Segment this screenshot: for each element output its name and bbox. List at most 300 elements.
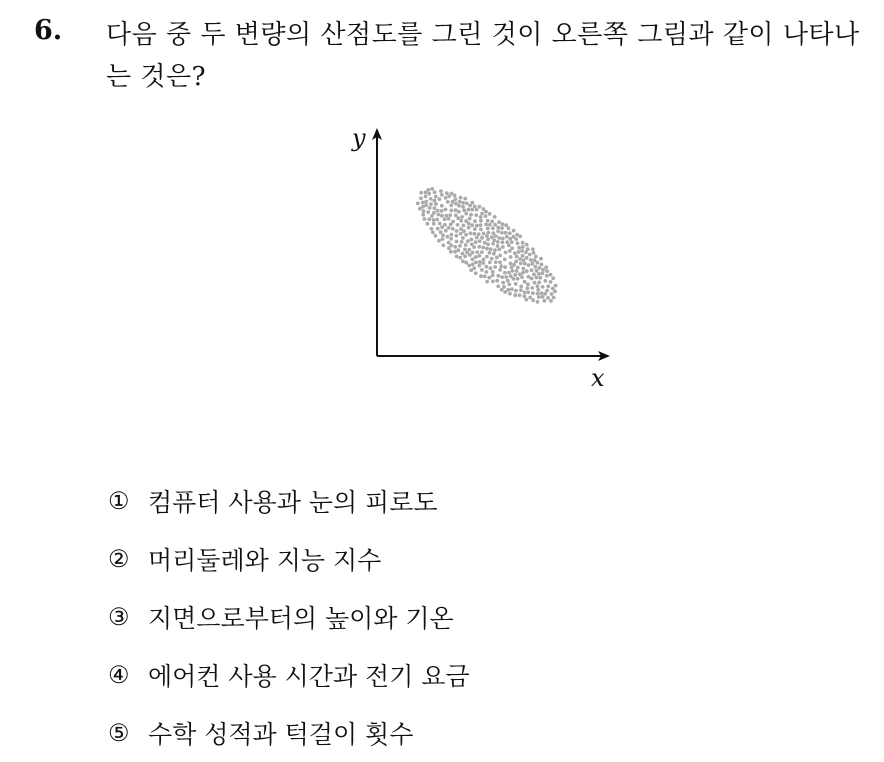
scatter-point xyxy=(424,200,428,204)
scatter-point xyxy=(513,273,517,277)
choice-1[interactable] xyxy=(108,472,470,530)
scatter-point xyxy=(453,250,457,254)
scatter-point xyxy=(465,251,469,255)
scatter-point xyxy=(496,240,500,244)
scatter-point xyxy=(477,245,481,249)
scatter-point xyxy=(493,265,497,269)
scatter-point xyxy=(438,197,442,201)
scatter-point xyxy=(478,205,482,209)
choice-5-mark: ⑤ xyxy=(108,719,130,747)
scatter-point xyxy=(513,251,517,255)
scatter-point xyxy=(450,192,454,196)
scatter-point xyxy=(464,233,468,237)
scatter-point xyxy=(474,213,478,217)
choice-4-mark: ④ xyxy=(108,661,130,689)
choice-5-text: 수학 성적과 턱걸이 횟수 xyxy=(148,720,414,749)
scatter-point xyxy=(485,247,489,251)
scatter-point xyxy=(465,201,469,205)
scatter-point xyxy=(502,285,506,289)
scatter-point xyxy=(430,227,434,231)
scatter-point xyxy=(455,229,459,233)
scatter-point xyxy=(440,204,444,208)
scatter-point xyxy=(522,258,526,262)
scatter-point xyxy=(468,217,472,221)
scatter-point xyxy=(431,231,435,235)
scatter-point xyxy=(520,249,524,253)
scatter-point xyxy=(503,290,507,294)
scatter-point xyxy=(480,268,484,272)
scatter-point xyxy=(430,187,434,191)
scatter-point xyxy=(549,299,553,303)
scatter-point xyxy=(524,298,528,302)
scatter-point xyxy=(491,270,495,274)
scatter-point xyxy=(454,208,458,212)
scatter-point xyxy=(527,275,531,279)
scatter-point xyxy=(511,269,515,273)
scatter-point xyxy=(535,276,539,280)
scatter-point xyxy=(491,226,495,230)
scatter-point xyxy=(480,212,484,216)
scatter-point xyxy=(496,284,500,288)
scatter-point xyxy=(444,196,448,200)
scatter-point xyxy=(480,236,484,240)
scatter-point xyxy=(473,219,477,223)
scatter-point xyxy=(484,223,488,227)
scatter-point xyxy=(536,292,540,296)
scatter-point xyxy=(503,271,507,275)
scatter-point xyxy=(461,252,465,256)
scatter-point xyxy=(446,235,450,239)
scatter-point xyxy=(526,290,530,294)
scatter-point xyxy=(433,190,437,194)
scatter-point xyxy=(441,233,445,237)
choice-3-text: 지면으로부터의 높이와 기온 xyxy=(148,604,454,633)
scatter-point xyxy=(515,255,519,259)
scatter-point xyxy=(451,227,455,231)
scatter-point xyxy=(551,276,555,280)
scatter-point xyxy=(458,256,462,260)
choice-1-text: 컴퓨터 사용과 눈의 피로도 xyxy=(148,488,438,517)
scatter-point xyxy=(524,250,528,254)
scatter-point xyxy=(516,277,520,281)
scatter-point xyxy=(509,255,513,259)
scatter-point xyxy=(507,226,511,230)
scatter-point xyxy=(436,209,440,213)
scatter-point xyxy=(543,299,547,303)
scatter-point xyxy=(483,241,487,245)
scatter-point xyxy=(530,277,534,281)
choice-3[interactable] xyxy=(108,588,470,646)
scatter-point xyxy=(541,268,545,272)
scatter-point xyxy=(421,201,425,205)
scatter-point xyxy=(479,228,483,232)
answer-choices xyxy=(108,472,470,762)
scatter-point xyxy=(475,208,479,212)
scatter-point xyxy=(456,248,460,252)
scatter-point xyxy=(486,227,490,231)
scatter-point xyxy=(546,296,550,300)
scatter-point xyxy=(505,240,509,244)
scatter-point xyxy=(486,243,490,247)
scatter-point xyxy=(470,208,474,212)
scatter-point xyxy=(467,222,471,226)
scatter-point xyxy=(440,225,444,229)
choice-2-text: 머리둘레와 지능 지수 xyxy=(148,546,382,575)
scatter-point xyxy=(423,217,427,221)
scatter-point xyxy=(470,223,474,227)
scatter-point xyxy=(481,246,485,250)
scatter-point xyxy=(484,265,488,269)
scatter-point xyxy=(471,251,475,255)
scatter-point xyxy=(493,248,497,252)
scatter-point xyxy=(498,254,502,258)
scatter-point xyxy=(525,256,529,260)
scatter-point xyxy=(456,223,460,227)
scatter-point xyxy=(487,276,491,280)
scatter-point xyxy=(479,215,483,219)
choice-4[interactable] xyxy=(108,646,470,704)
scatter-point xyxy=(530,286,534,290)
scatter-point xyxy=(467,264,471,268)
scatter-point xyxy=(471,257,475,261)
scatter-point xyxy=(518,257,522,261)
scatter-point xyxy=(439,189,443,193)
scatter-point xyxy=(432,222,436,226)
scatter-point xyxy=(429,202,433,206)
scatter-point xyxy=(540,263,544,267)
scatter-point xyxy=(499,264,503,268)
scatter-point xyxy=(544,265,548,269)
scatter-point xyxy=(515,269,519,273)
scatter-point xyxy=(467,226,471,230)
scatter-point xyxy=(440,193,444,197)
scatter-point xyxy=(473,205,477,209)
scatter-point xyxy=(554,284,558,288)
scatter-point xyxy=(434,202,438,206)
scatter-point xyxy=(436,227,440,231)
scatter-point xyxy=(463,248,467,252)
scatter-point xyxy=(534,255,538,259)
scatter-point xyxy=(463,255,467,259)
choice-4-text: 에어컨 사용 시간과 전기 요금 xyxy=(148,662,470,691)
scatter-point xyxy=(498,268,502,272)
scatter-point xyxy=(471,263,475,267)
scatter-point xyxy=(540,291,544,295)
scatter-point xyxy=(469,213,473,217)
scatter-point xyxy=(477,254,481,258)
scatter-point xyxy=(546,284,550,288)
scatter-point xyxy=(553,290,557,294)
scatter-point xyxy=(495,256,499,260)
scatter-point xyxy=(520,275,524,279)
scatter-point xyxy=(495,279,499,283)
scatter-point xyxy=(533,265,537,269)
scatter-point xyxy=(429,197,433,201)
scatter-point xyxy=(440,214,444,218)
scatter-point xyxy=(434,234,438,238)
scatter-point xyxy=(458,244,462,248)
scatter-point xyxy=(485,280,489,284)
scatter-point xyxy=(459,196,463,200)
scatter-point xyxy=(439,230,443,234)
scatter-point xyxy=(537,281,541,285)
scatter-point xyxy=(479,223,483,227)
scatter-point xyxy=(459,227,463,231)
scatter-point xyxy=(449,223,453,227)
scatter-point xyxy=(480,250,484,254)
scatter-point xyxy=(478,239,482,243)
scatter-point xyxy=(518,293,522,297)
scatter-point xyxy=(467,208,471,212)
scatter-point xyxy=(484,214,488,218)
scatter-point xyxy=(432,211,436,215)
scatter-point xyxy=(462,224,466,228)
question-text: 다음 중 두 변량의 산점도를 그린 것이 오른쪽 그림과 같이 나타나는 것은? xyxy=(106,20,860,92)
scatter-point xyxy=(523,280,527,284)
scatter-point xyxy=(550,292,554,296)
scatter-point xyxy=(541,271,545,275)
scatter-point xyxy=(521,245,525,249)
scatter-point xyxy=(457,204,461,208)
scatter-point xyxy=(530,268,534,272)
scatter-point xyxy=(536,300,540,304)
scatter-point xyxy=(536,284,540,288)
scatter-point xyxy=(440,209,444,213)
scatter-point xyxy=(508,249,512,253)
question-number: 6. xyxy=(34,15,63,46)
scatter-point xyxy=(474,255,478,259)
scatter-point xyxy=(450,209,454,213)
scatter-point xyxy=(482,258,486,262)
choice-3-mark: ③ xyxy=(108,603,130,631)
scatter-point xyxy=(427,192,431,196)
scatter-point xyxy=(482,232,486,236)
scatter-point xyxy=(500,231,504,235)
scatter-point xyxy=(528,253,532,257)
scatter-point xyxy=(532,251,536,255)
scatter-point xyxy=(483,275,487,279)
scatter-point xyxy=(447,246,451,250)
scatter-point xyxy=(525,243,529,247)
scatter-point xyxy=(496,226,500,230)
scatter-point xyxy=(454,197,458,201)
scatter-point xyxy=(497,236,501,240)
scatter-point xyxy=(501,281,505,285)
scatter-point xyxy=(507,271,511,275)
scatter-point xyxy=(508,237,512,241)
scatter-point xyxy=(486,219,490,223)
scatter-point xyxy=(433,199,437,203)
scatter-point xyxy=(504,223,508,227)
scatter-point xyxy=(533,258,537,262)
scatter-point xyxy=(473,227,477,231)
scatter-point xyxy=(522,267,526,271)
scatter-point xyxy=(501,241,505,245)
scatter-point xyxy=(437,213,441,217)
choice-2-mark: ② xyxy=(108,545,130,573)
scatter-point xyxy=(517,250,521,254)
scatter-point xyxy=(427,217,431,221)
scatter-point xyxy=(421,213,425,217)
scatter-point xyxy=(538,276,542,280)
scatter-point xyxy=(426,188,430,192)
scatter-point xyxy=(531,247,535,251)
scatter-point xyxy=(512,229,516,233)
scatter-point xyxy=(474,271,478,275)
scatter-point xyxy=(512,263,516,267)
scatter-point xyxy=(526,282,530,286)
scatter-point xyxy=(493,223,497,227)
scatter-point xyxy=(523,291,527,295)
scatter-point xyxy=(461,205,465,209)
scatter-point xyxy=(531,262,535,266)
scatter-point xyxy=(488,261,492,265)
scatter-point xyxy=(484,210,488,214)
scatter-point xyxy=(509,274,513,278)
scatter-point xyxy=(474,261,478,265)
scatter-point xyxy=(462,208,466,212)
scatter-point xyxy=(533,281,537,285)
scatter-point xyxy=(453,245,457,249)
scatter-point xyxy=(450,233,454,237)
scatter-point xyxy=(479,274,483,278)
scatter-point xyxy=(441,237,445,241)
scatter-point xyxy=(464,243,468,247)
scatter-point xyxy=(514,237,518,241)
scatter-point xyxy=(455,234,459,238)
scatter-point xyxy=(416,202,420,206)
x-axis-label: x xyxy=(591,364,605,392)
scatter-point xyxy=(434,195,438,199)
scatter-point xyxy=(445,191,449,195)
scatter-point xyxy=(449,204,453,208)
scatter-point xyxy=(490,257,494,261)
scatter-point xyxy=(461,201,465,205)
scatter-point xyxy=(485,234,489,238)
scatter-point xyxy=(527,263,531,267)
scatter-point xyxy=(475,250,479,254)
scatter-point xyxy=(535,269,539,273)
scatter-point xyxy=(514,260,518,264)
scatter-point xyxy=(529,258,533,262)
scatter-point xyxy=(521,241,525,245)
scatter-point xyxy=(479,219,483,223)
scatter-point xyxy=(514,282,518,286)
scatter-point xyxy=(503,258,507,262)
scatter-point xyxy=(489,247,493,251)
scatter-point xyxy=(460,240,464,244)
choice-1-mark: ① xyxy=(108,487,130,515)
scatter-point xyxy=(549,280,553,284)
scatter-point xyxy=(525,269,529,273)
scatter-point xyxy=(422,209,426,213)
scatter-point xyxy=(501,222,505,226)
scatter-point xyxy=(517,246,521,250)
scatter-point xyxy=(545,289,549,293)
scatter-point xyxy=(505,235,509,239)
scatter-point xyxy=(426,222,430,226)
scatter-point xyxy=(552,296,556,300)
scatter-point xyxy=(509,262,513,266)
scatter-point xyxy=(432,218,436,222)
scatter-point xyxy=(454,202,458,206)
scatter-point xyxy=(523,294,527,298)
scatter-point xyxy=(500,275,504,279)
scatter-point xyxy=(424,203,428,207)
scatter-point xyxy=(528,296,532,300)
scatter-point xyxy=(498,260,502,264)
scatter-point xyxy=(504,275,508,279)
scatter-point xyxy=(504,251,508,255)
scatter-point xyxy=(447,217,451,221)
scatter-point xyxy=(494,260,498,264)
scatter-point xyxy=(516,266,520,270)
scatter-point xyxy=(464,212,468,216)
scatter-point xyxy=(507,244,511,248)
scatter-point xyxy=(449,250,453,254)
scatter-point xyxy=(463,197,467,201)
scatter-point xyxy=(491,280,495,284)
scatter-point xyxy=(464,261,468,265)
scatter-point xyxy=(490,235,494,239)
scatter-point xyxy=(492,238,496,242)
scatter-point xyxy=(490,220,494,224)
scatter-point xyxy=(538,266,542,270)
scatter-point xyxy=(504,231,508,235)
scatter-point xyxy=(419,196,423,200)
scatter-point xyxy=(519,285,523,289)
scatter-point xyxy=(481,261,485,265)
scatter-point xyxy=(441,243,445,247)
scatter-point xyxy=(508,292,512,296)
scatter-point xyxy=(435,218,439,222)
scatter-point xyxy=(496,274,500,278)
scatter-point xyxy=(496,244,500,248)
scatter-point xyxy=(446,200,450,204)
scatter-point xyxy=(497,248,501,252)
scatter-point xyxy=(457,210,461,214)
scatter-point xyxy=(438,222,442,226)
scatter-point xyxy=(497,220,501,224)
scatter-point xyxy=(447,226,451,230)
scatter-point xyxy=(541,295,545,299)
scatter-point xyxy=(532,273,536,277)
scatter-point xyxy=(519,288,523,292)
scatter-point xyxy=(443,217,447,221)
scatter-point xyxy=(460,215,464,219)
scatter-point xyxy=(472,245,476,249)
scatter-point xyxy=(491,242,495,246)
scatter-point xyxy=(478,264,482,268)
scatter-point xyxy=(521,271,525,275)
scatter-point xyxy=(459,219,463,223)
scatter-point xyxy=(496,229,500,233)
scatter-point xyxy=(536,261,540,265)
scatter-point xyxy=(448,213,452,217)
scatter-point xyxy=(510,240,514,244)
scatter-point xyxy=(487,231,491,235)
scatter-point xyxy=(508,282,512,286)
scatter-point xyxy=(473,232,477,236)
choice-5[interactable] xyxy=(108,704,470,762)
scatter-point xyxy=(475,236,479,240)
scatter-point xyxy=(469,268,473,272)
scatter-point xyxy=(488,212,492,216)
scatter-point xyxy=(488,251,492,255)
choice-2[interactable] xyxy=(108,530,470,588)
scatter-point xyxy=(494,234,498,238)
scatter-point xyxy=(469,231,473,235)
